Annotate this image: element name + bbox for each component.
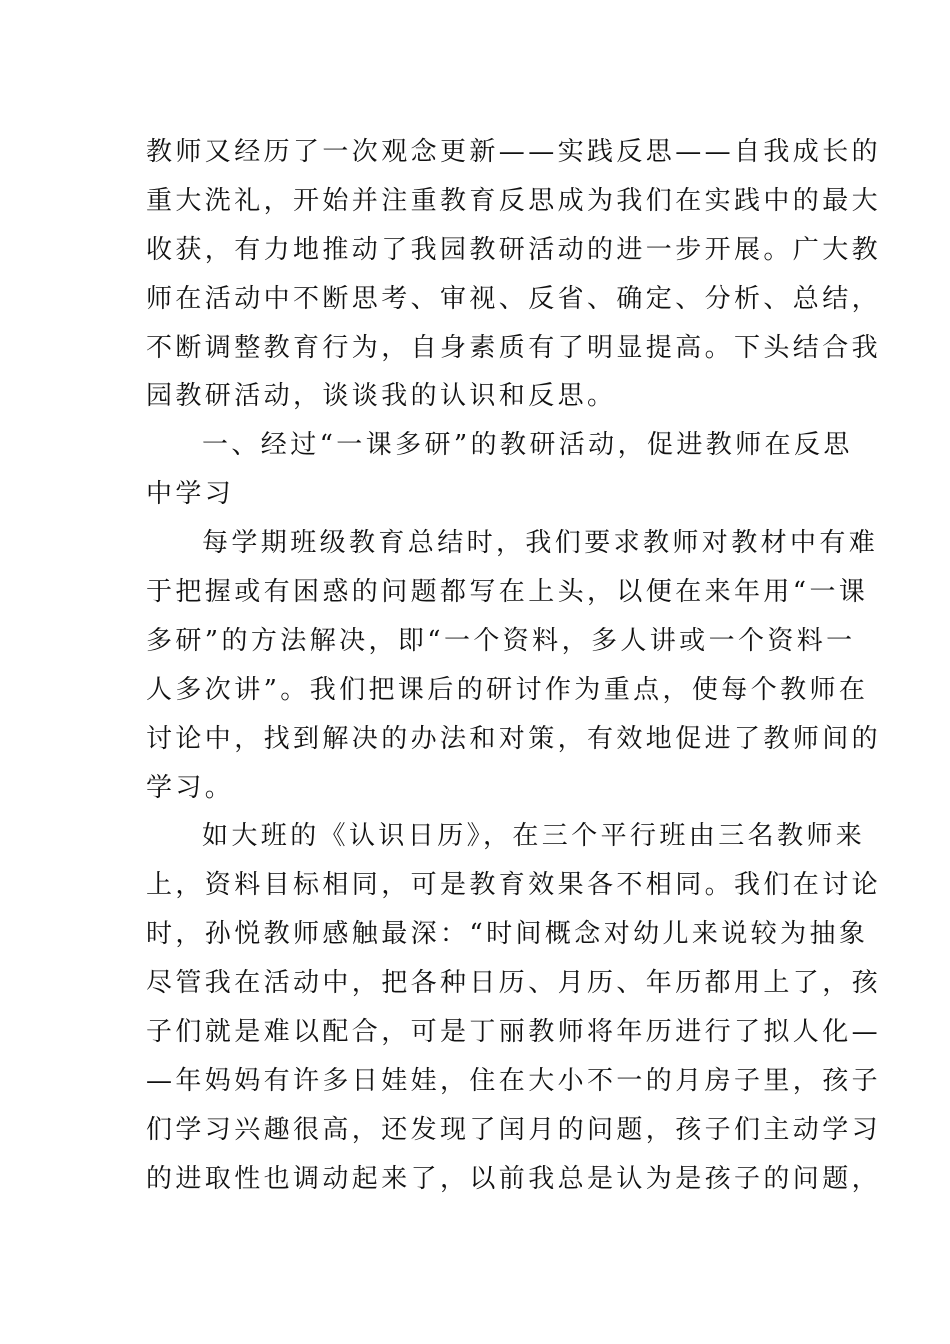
text-line: 们学习兴趣很高，还发现了闰月的问题，孩子们主动学习 <box>146 1114 882 1145</box>
text-line: 师在活动中不断思考、审视、反省、确定、分析、总结， <box>146 283 882 314</box>
text-line: 的进取性也调动起来了，以前我总是认为是孩子的问题， <box>146 1163 882 1194</box>
text-line: 每学期班级教育总结时，我们要求教师对教材中有难 <box>202 528 879 559</box>
text-line: 讨论中，找到解决的办法和对策，有效地促进了教师间的 <box>146 723 882 754</box>
text-line: 尽管我在活动中，把各种日历、月历、年历都用上了，孩 <box>146 968 882 999</box>
text-line: —年妈妈有许多日娃娃，住在大小不一的月房子里，孩子 <box>146 1065 882 1096</box>
section-heading-continued: 中学习 <box>146 479 235 510</box>
text-line: 于把握或有困惑的问题都写在上头，以便在来年用“一课 <box>146 577 869 608</box>
text-line: 人多次讲”。我们把课后的研讨作为重点，使每个教师在 <box>146 674 869 705</box>
text-line: 收获，有力地推动了我园教研活动的进一步开展。广大教 <box>146 234 882 265</box>
text-line: 学习。 <box>146 772 235 803</box>
text-line: 时，孙悦教师感触最深：“时间概念对幼儿来说较为抽象 <box>146 919 869 950</box>
text-line: 不断调整教育行为，自身素质有了明显提高。下头结合我 <box>146 332 882 363</box>
text-line: 上，资料目标相同，可是教育效果各不相同。我们在讨论 <box>146 870 882 901</box>
text-line: 园教研活动，谈谈我的认识和反思。 <box>146 381 617 412</box>
text-line: 如大班的《认识日历》，在三个平行班由三名教师来 <box>202 821 866 852</box>
section-heading: 一、经过“一课多研”的教研活动，促进教师在反思 <box>202 430 853 461</box>
text-line: 教师又经历了一次观念更新——实践反思——自我成长的 <box>146 137 882 167</box>
text-line: 重大洗礼，开始并注重教育反思成为我们在实践中的最大 <box>146 185 882 216</box>
text-line: 子们就是难以配合，可是丁丽教师将年历进行了拟人化— <box>146 1017 882 1048</box>
body-text <box>146 128 882 1204</box>
text-line: 多研”的方法解决，即“一个资料，多人讲或一个资料一 <box>146 625 856 656</box>
